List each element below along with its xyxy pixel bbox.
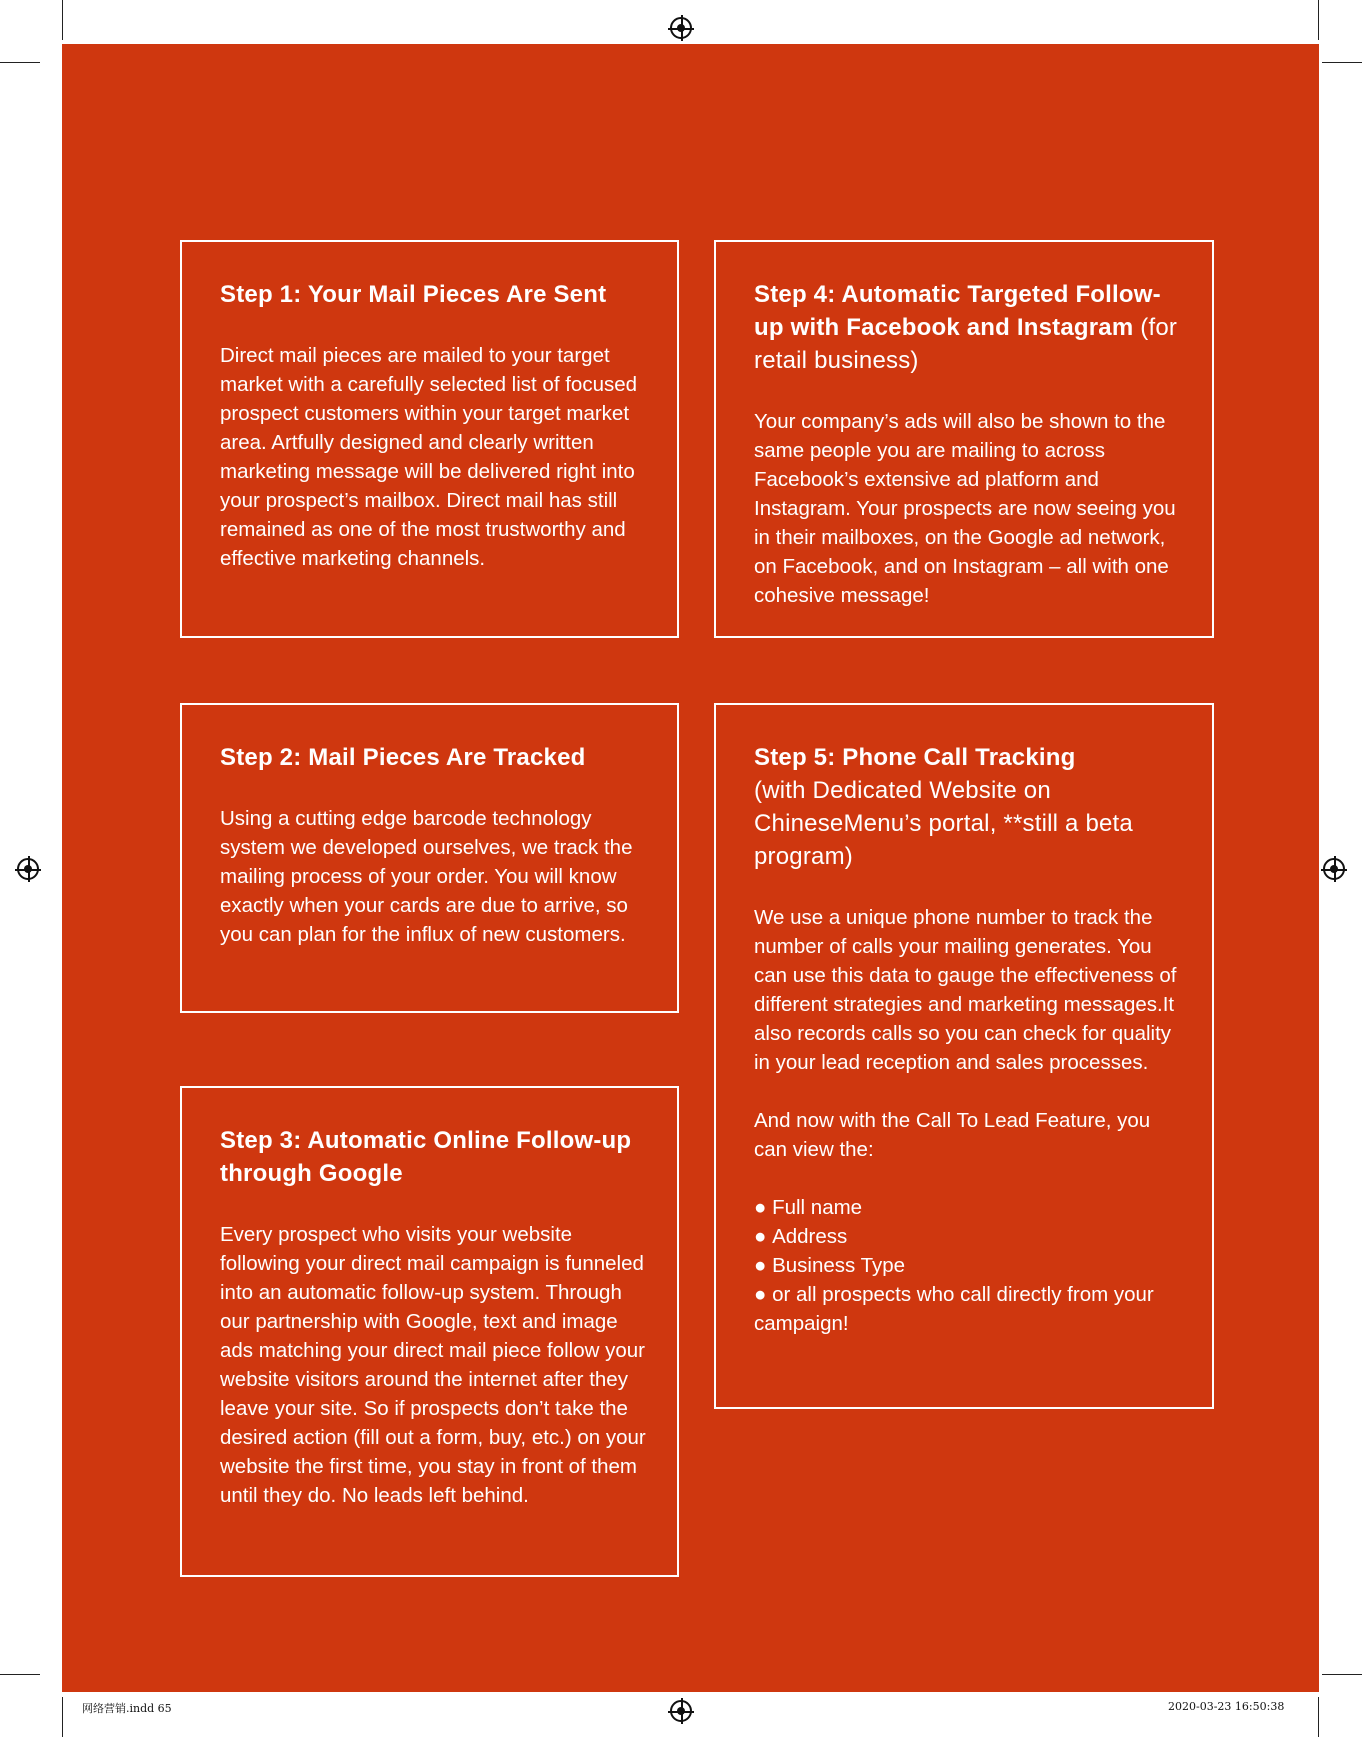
list-item: ● or all prospects who call directly from your campaign!: [754, 1280, 1184, 1338]
step-5-body-2: And now with the Call To Lead Feature, you can view the:: [754, 1109, 1151, 1161]
list-item: ● Business Type: [754, 1251, 1184, 1280]
step-1-card: [180, 240, 679, 638]
crop-mark: [0, 62, 40, 63]
crop-mark: [0, 1674, 40, 1675]
step-2-title: Step 2: Mail Pieces Are Tracked: [220, 744, 586, 771]
step-1-title: Step 1: Your Mail Pieces Are Sent: [220, 281, 607, 308]
step-5-body: We use a unique phone number to track the number of calls your mailing generates. You can use this data to gauge the effectiveness of different strategies and marketing messages.It also records calls so you can check for quality in your lead reception and sales processes.: [754, 906, 1177, 1074]
crop-mark: [1322, 1674, 1362, 1675]
crop-mark: [1318, 1697, 1319, 1737]
list-item: ● Address: [754, 1222, 1184, 1251]
registration-mark-icon: [1323, 858, 1345, 880]
step-3-title: Step 3: Automatic Online Follow-up through Google: [220, 1127, 632, 1187]
step-5-title-main: Step 5: Phone Call Tracking: [754, 744, 1076, 771]
step-3-body: Every prospect who visits your website following your direct mail campaign is funneled into an automatic follow-up system. Through our partnership with Google, text and image ads matching your direct mail piece follow your website visitors around the internet after they leave your site. So if prospects don’t take the desired action (fill out a form, buy, etc.) on your website the first time, you stay in front of them until they do. No leads left behind.: [220, 1223, 646, 1507]
slug-timestamp: 2020-03-23 16:50:38: [1168, 1700, 1285, 1713]
crop-mark: [1318, 0, 1319, 40]
step-2-body: Using a cutting edge barcode technology system we developed ourselves, we track the mailing process of your order. You will know exactly when your cards are due to arrive, so you can plan for the influx of new customers.: [220, 807, 633, 946]
crop-mark: [62, 1697, 63, 1737]
step-4-title-suffix: (for retail business): [754, 314, 1178, 374]
step-3-card: [180, 1086, 679, 1577]
step-4-title: [754, 278, 1184, 377]
list-item: ● Full name: [754, 1193, 1184, 1222]
crop-mark: [1322, 62, 1362, 63]
crop-mark: [62, 0, 63, 40]
step-5-title-suffix: (with Dedicated Website on ChineseMenu’s portal, **still a beta program): [754, 777, 1133, 870]
step-1-body: Direct mail pieces are mailed to your target market with a carefully selected list of focused prospect customers within your target market area. Artfully designed and clearly written marketing message will be delivered right into your prospect’s mailbox. Direct mail has still remained as one of the most trustworthy and effective marketing channels.: [220, 344, 638, 570]
step-4-body: Your company’s ads will also be shown to the same people you are mailing to across Facebook’s extensive ad platform and Instagram. Your prospects are now seeing you in their mailboxes, on the Google ad network, on Facebook, and on Instagram – all with one cohesive message!: [754, 410, 1176, 607]
step-5-card: [714, 703, 1214, 1409]
registration-mark-icon: [17, 858, 39, 880]
step-5-title: [754, 741, 1184, 873]
step-2-card: [180, 703, 679, 1013]
registration-mark-icon: [670, 1700, 692, 1722]
step-4-title-main: Step 4: Automatic Targeted Follow-up with Facebook and Instagram: [754, 281, 1161, 341]
step-4-card: [714, 240, 1214, 638]
step-5-feature-list: [754, 1193, 1184, 1338]
registration-mark-icon: [670, 17, 692, 39]
slug-filename: 网络营销.indd 65: [82, 1702, 172, 1715]
